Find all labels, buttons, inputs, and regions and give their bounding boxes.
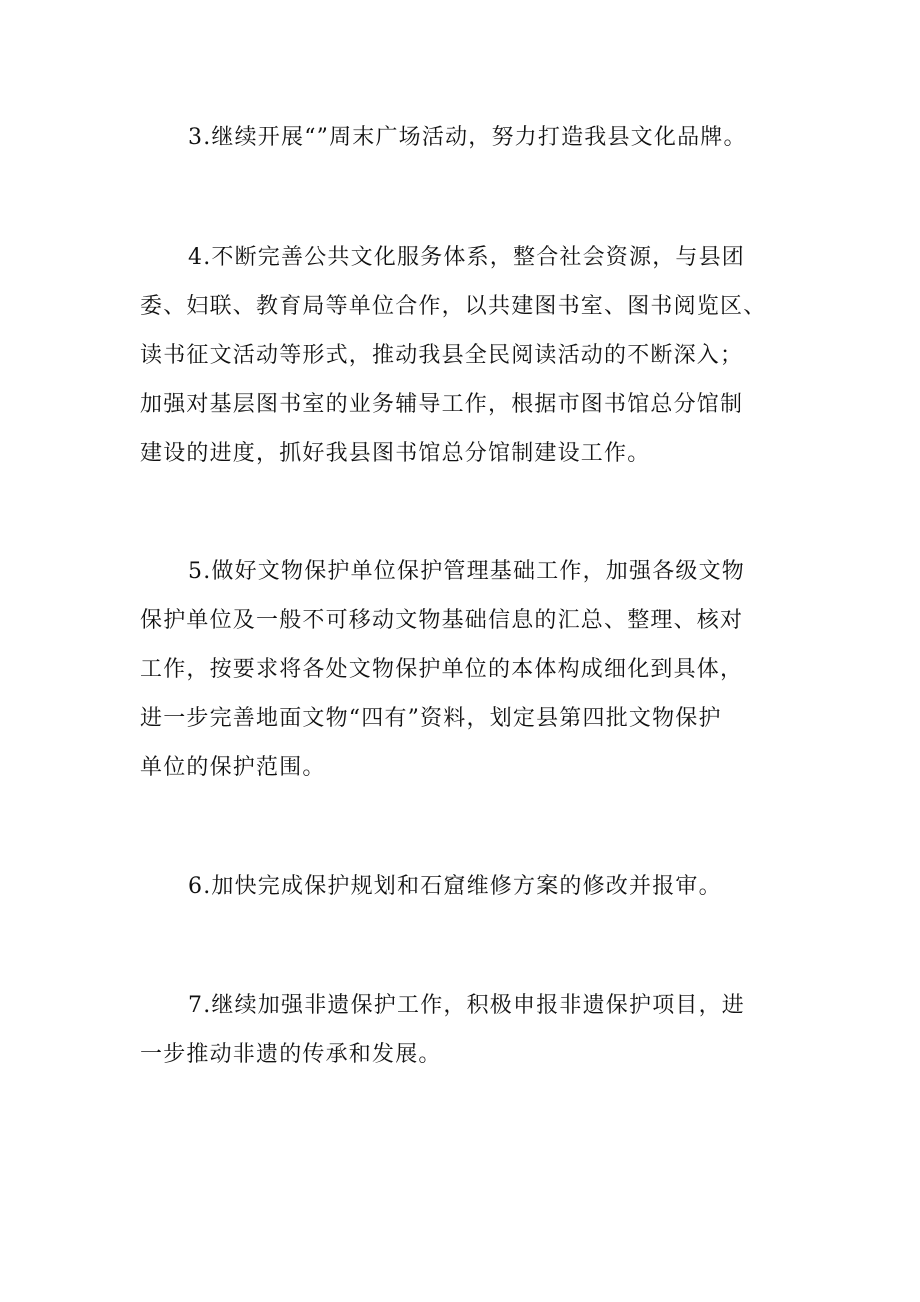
- paragraph-line: 3.继续开展“”周末广场活动，努力打造我县文化品牌。: [188, 125, 747, 150]
- paragraph-line: 单位的保护范围。: [140, 755, 326, 780]
- paragraph-item-3: [140, 113, 790, 162]
- paragraph-line: 保护单位及一般不可移动文物基础信息的汇总、整理、核对: [140, 608, 744, 633]
- paragraph-line: 进一步完善地面文物“四有”资料，划定县第四批文物保护: [140, 706, 722, 731]
- paragraph-line: 7.继续加强非遗保护工作，积极申报非遗保护项目，进: [188, 993, 745, 1018]
- paragraph-line: 工作，按要求将各处文物保护单位的本体构成细化到具体，: [140, 657, 744, 682]
- paragraph-line: 6.加快完成保护规划和石窟维修方案的修改并报审。: [188, 874, 722, 899]
- paragraph-line: 一步推动非遗的传承和发展。: [140, 1042, 442, 1067]
- paragraph-item-6: [140, 862, 790, 911]
- paragraph-line: 建设的进度，抓好我县图书馆总分馆制建设工作。: [140, 441, 651, 466]
- paragraph-line: 5.做好文物保护单位保护管理基础工作，加强各级文物: [188, 559, 745, 584]
- paragraph-line: 4.不断完善公共文化服务体系，整合社会资源，与县团: [188, 245, 745, 270]
- paragraph-item-5: [140, 547, 790, 792]
- paragraph-line: 加强对基层图书室的业务辅导工作，根据市图书馆总分馆制: [140, 392, 744, 417]
- paragraph-item-7: [140, 981, 790, 1079]
- paragraph-line: 委、妇联、教育局等单位合作，以共建图书室、图书阅览区、: [140, 294, 767, 319]
- paragraph-item-4: [140, 233, 790, 478]
- paragraph-line: 读书征文活动等形式，推动我县全民阅读活动的不断深入；: [140, 343, 744, 368]
